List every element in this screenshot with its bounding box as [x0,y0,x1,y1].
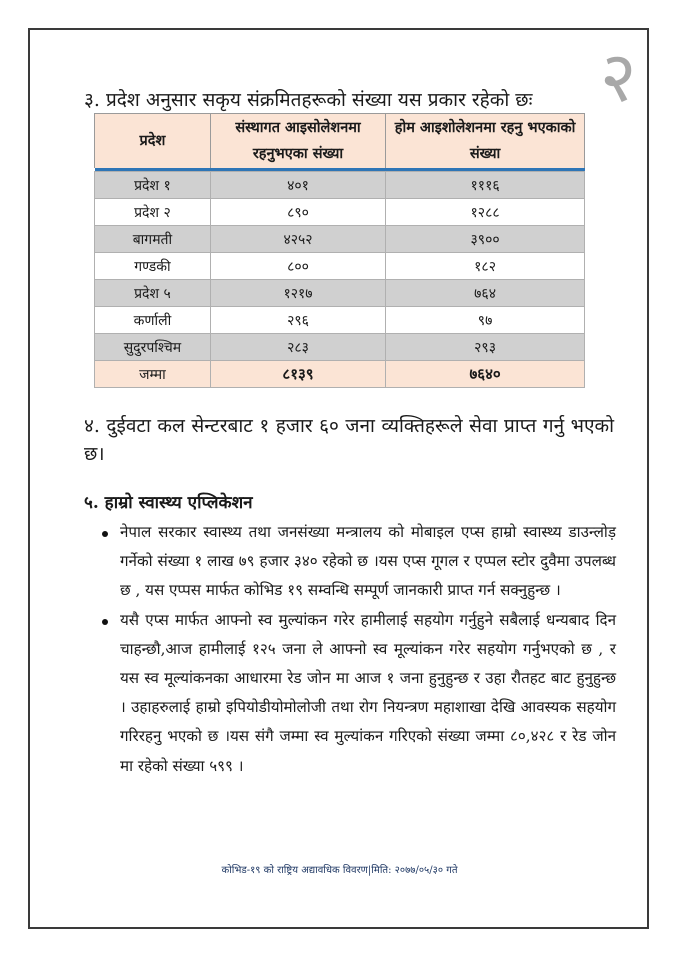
table-row [95,280,585,307]
section-3-heading: ३. प्रदेश अनुसार सकृय संक्रमितहरूको संख्या यस प्रकार रहेको छः [84,89,533,111]
cell-institutional: २८३ [210,334,385,361]
header-home-isolation: होम आइशोलेशनमा रहनु भएकाको संख्या [386,114,585,169]
cell-province: प्रदेश ५ [95,280,211,307]
cell-home: १२८८ [386,199,585,226]
bullet-icon [102,619,108,625]
table-row [95,334,585,361]
province-isolation-table [94,113,585,388]
list-item [92,606,616,781]
section-4-paragraph: ४. दुईवटा कल सेन्टरबाट १ हजार ६० जना व्यक्तिहरूले सेवा प्राप्त गर्नु भएको छ। [84,415,614,465]
cell-institutional: २९६ [210,307,385,334]
cell-province: सुदुरपश्चिम [95,334,211,361]
table-row [95,172,585,199]
table-row [95,253,585,280]
cell-home: २९३ [386,334,585,361]
cell-institutional: १२१७ [210,280,385,307]
cell-province: कर्णाली [95,307,211,334]
table-header-row [95,114,585,169]
table-total-row [95,361,585,388]
list-item [92,518,616,606]
table-row [95,307,585,334]
list-item-text: नेपाल सरकार स्वास्थ्य तथा जनसंख्या मन्त्रालय को मोबाइल एप्स हाम्रो स्वास्थ्य डाउन्लोड़ गर्नेको संख्या १ लाख ७९ हजार ३४० रहेको छ ।यस एप्स गूगल र एप्पल स्टोर दुवैमा उपलब्ध छ , यस एप्पस मार्फत कोभिड १९ सम्वन्धि सम्पूर्ण जानकारी प्राप्त गर्न सक्नुहुन्छ । [120,523,616,600]
cell-institutional: ८९० [210,199,385,226]
cell-home: ९७ [386,307,585,334]
page-number: २ [600,36,637,118]
header-institutional-isolation: संस्थागत आइसोलेशनमा रहनुभएका संख्या [210,114,385,169]
cell-home: १११६ [386,172,585,199]
bullet-icon [102,531,108,537]
cell-total-institutional: ८१३९ [210,361,385,388]
cell-province: बागमती [95,226,211,253]
cell-province: प्रदेश २ [95,199,211,226]
cell-institutional: ४०१ [210,172,385,199]
cell-province: प्रदेश १ [95,172,211,199]
cell-institutional: ४२५२ [210,226,385,253]
cell-province: गण्डकी [95,253,211,280]
cell-home: ७६४ [386,280,585,307]
cell-total-home: ७६४० [386,361,585,388]
section-5-bullet-list [92,518,616,781]
cell-home: ३९०० [386,226,585,253]
table-row [95,226,585,253]
table-row [95,199,585,226]
cell-institutional: ८०० [210,253,385,280]
header-province: प्रदेश [95,114,211,169]
cell-total-label: जम्मा [95,361,211,388]
page-footer: कोभिड-१९ को राष्ट्रिय अद्यावधिक विवरण|मिति: २०७७/०५/३० गते [221,865,458,876]
section-5-heading: ५. हाम्रो स्वास्थ्य एप्लिकेशन [84,493,253,513]
list-item-text: यसै एप्स मार्फत आफ्नो स्व मुल्यांकन गरेर हामीलाई सहयोग गर्नुहुने सबैलाई धन्यबाद दिन चाहन्छौ,आज हामीलाई १२५ जना ले आफ्नो स्व मूल्यांकन गरेर सहयोग गर्नुभएको छ , र यस स्व मूल्यांकनका आधारमा रेड जोन मा आज १ जना हुनुहुन्छ र उहा रौतहट बाट हुनुहुन्छ । उहाहरुलाई हाम्रो इपियोडीयोमोलोजी तथा रोग नियन्त्रण महाशाखा देखि आवस्यक सहयोग गरिरहनु भएको छ ।यस संगै जम्मा स्व मुल्यांकन गरिएको संख्या जम्मा ८०,४२८ र रेड जोन मा रहेको संख्या ५९९ । [120,610,616,775]
cell-home: १८२ [386,253,585,280]
